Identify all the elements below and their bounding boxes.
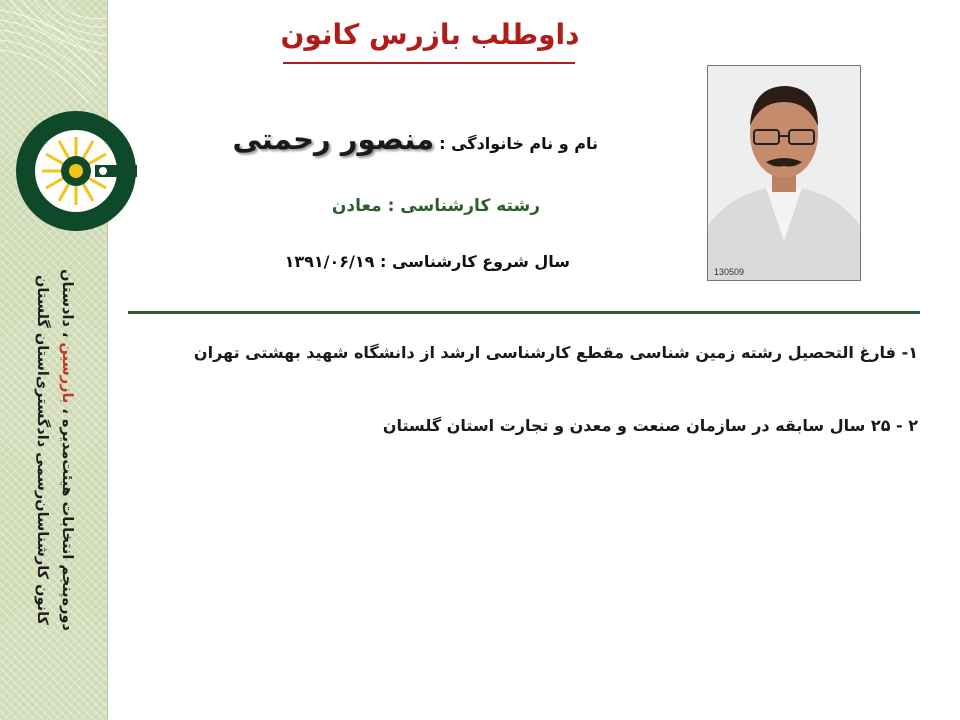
- name-row: [232, 122, 598, 156]
- description-item-2: ۲ - ۲۵ سال سابقه در سازمان صنعت و معدن و تجارت استان گلستان: [382, 416, 918, 435]
- sidebar: [0, 0, 108, 720]
- page-title: داوطلب بازرس کانون: [280, 18, 580, 51]
- photo-id: 130509: [714, 267, 745, 277]
- start-row: [280, 252, 570, 271]
- field-label: رشته کارشناسی :: [387, 196, 540, 216]
- election-caption: [2, 255, 106, 645]
- field-row: [300, 196, 540, 216]
- field-value: معادن: [331, 196, 382, 216]
- description-item-1: ۱- فارغ التحصیل رشته زمین شناسی مقطع کارشناسی ارشد از دانشگاه شهید بهشتی تهران: [193, 343, 918, 362]
- kanoon-logo: [15, 110, 137, 232]
- divider: [128, 311, 920, 314]
- name-label: نام و نام خانوادگی :: [439, 134, 598, 153]
- candidate-photo: [707, 65, 861, 281]
- start-value: ۱۳۹۱/۰۶/۱۹: [284, 252, 375, 271]
- decorative-swirl: [0, 0, 107, 110]
- caption-line-2: کانون کارشناسان‌رسمی دادگستری‌استان گلستان: [34, 275, 50, 625]
- person-portrait-icon: [708, 66, 860, 280]
- caption-highlight: بازرسین: [59, 342, 75, 404]
- title-underline: [283, 62, 575, 64]
- name-value: منصور رحمتی: [232, 122, 435, 156]
- caption-line-1: دوره‌پنجم انتخابات هیئت‌مدیره ، بازرسین ، دادستان: [59, 269, 75, 631]
- start-label: سال شروع کارشناسی :: [379, 252, 570, 271]
